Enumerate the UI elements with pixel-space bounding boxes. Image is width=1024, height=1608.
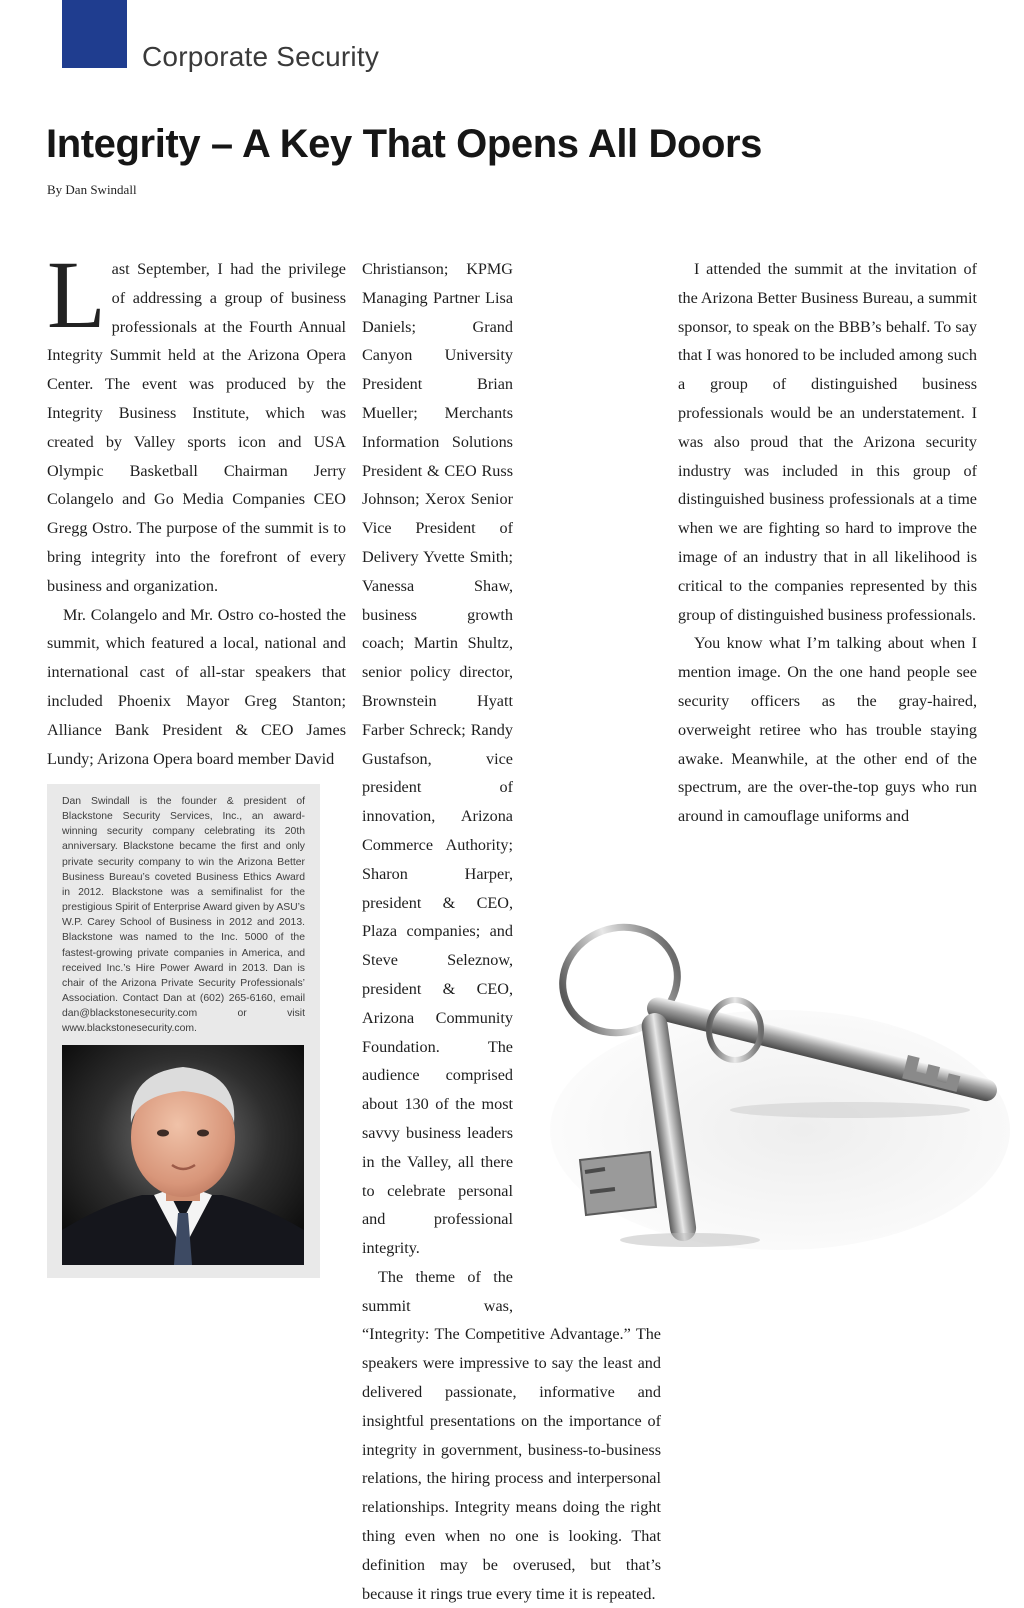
speakers-paragraph-start: Mr. Colangelo and Mr. Ostro co-hosted the summit, which featured a local, national and international cast of all-star speakers that included Phoenix Mayor Greg Stanton; Alliance Bank President & CEO James Lundy; Arizona Opera board member David [47, 605, 346, 768]
image-paragraph: You know what I’m talking about when I mention image. On the one hand people see security officers as the gray-haired, overweight retiree who has trouble staying awake. Meanwhile, at the other end of the spectrum, are the over-the-top guys who run around in camouflage uniforms and [678, 634, 977, 826]
speakers-paragraph-continued: Christianson; KPMG Managing Partner Lisa Daniels; Grand Canyon University President Brian Mueller; Merchants Information Solutions President & CEO Russ Johnson; Xerox Senior Vice President of Delivery Yvette Smith; Vanessa Shaw, business growth coach; Martin Shultz, senior policy director, Brownstein Hyatt Farber Schreck; Randy Gustafson, vice president of innovation, Arizona Commerce Authority; Sharon Harper, president & CEO, Plaza companies; and Steve Seleznow, president & CEO, Arizona Community Foundation. The audience comprised about 130 of the most savvy business leaders in the Valley, all there to celebrate personal and professional integrity. [362, 260, 513, 1258]
lead-paragraph [47, 241, 346, 601]
section-label: Corporate Security [142, 41, 380, 72]
section-color-block [62, 0, 127, 68]
column-3 [678, 255, 977, 831]
article-title: Integrity – A Key That Opens All Doors [46, 122, 763, 166]
column-1 [47, 241, 346, 773]
author-bio: Dan Swindall is the founder & president of Blackstone Security Services, Inc., an award-winning security company celebrating its 20th anniversary. Blackstone became the first and only private security company to win the Arizona Better Business Bureau’s coveted Business Ethics Award in 2012. Blackstone was a semifinalist for the prestigious Spirit of Enterprise Award given by ASU’s W.P. Carey School of Business in 2012 and 2013. Blackstone was named to the Inc. 5000 of the fastest-growing private companies in America, and received Inc.’s Hire Power Award in 2013. Dan is chair of the Arizona Private Security Professionals’ Association. Contact Dan at (602) 265-6160, email dan@blackstonesecurity.com or visit www.blackstonesecurity.com. [62, 796, 305, 1035]
author-photo [62, 1045, 304, 1265]
keys-illustration [520, 910, 1010, 1280]
author-bio-box [47, 784, 320, 1278]
theme-paragraph: The theme of the summit was, “Integrity: The Competitive Advantage.” The speakers were impressive to say the least and delivered passionate, informative and insightful presentations on the importance of integrity in government, business-to-business relations, the hiring process and interpersonal relationships. Integrity means doing the right thing even when no one is looking. That definition may be overused, but that’s because it rings true every time it is repeated. [362, 1267, 661, 1603]
bbb-paragraph: I attended the summit at the invitation of the Arizona Better Business Bureau, a summit sponsor, to speak on the BBB’s behalf. To say that I was honored to be included among such a group of distinguished business professionals would be an understatement. I was also proud that the Arizona security industry was included in this group of distinguished business professionals at a time when we are fighting so hard to improve the image of an industry that in all likelihood is critical to the companies represented by this group of distinguished business professionals. [678, 260, 977, 624]
lead-text: ast September, I had the privilege of addressing a group of business professionals at the Fourth Annual Integrity Summit held at the Arizona Opera Center. The event was produced by the Integrity Business Institute, which was created by Valley sports icon and USA Olympic Basketball Chairman Jerry Colangelo and Go Media Companies CEO Gregg Ostro. The purpose of the summit is to bring integrity into the forefront of every business and organization. [47, 260, 346, 595]
drop-cap: L [47, 241, 106, 348]
byline: By Dan Swindall [47, 182, 137, 197]
